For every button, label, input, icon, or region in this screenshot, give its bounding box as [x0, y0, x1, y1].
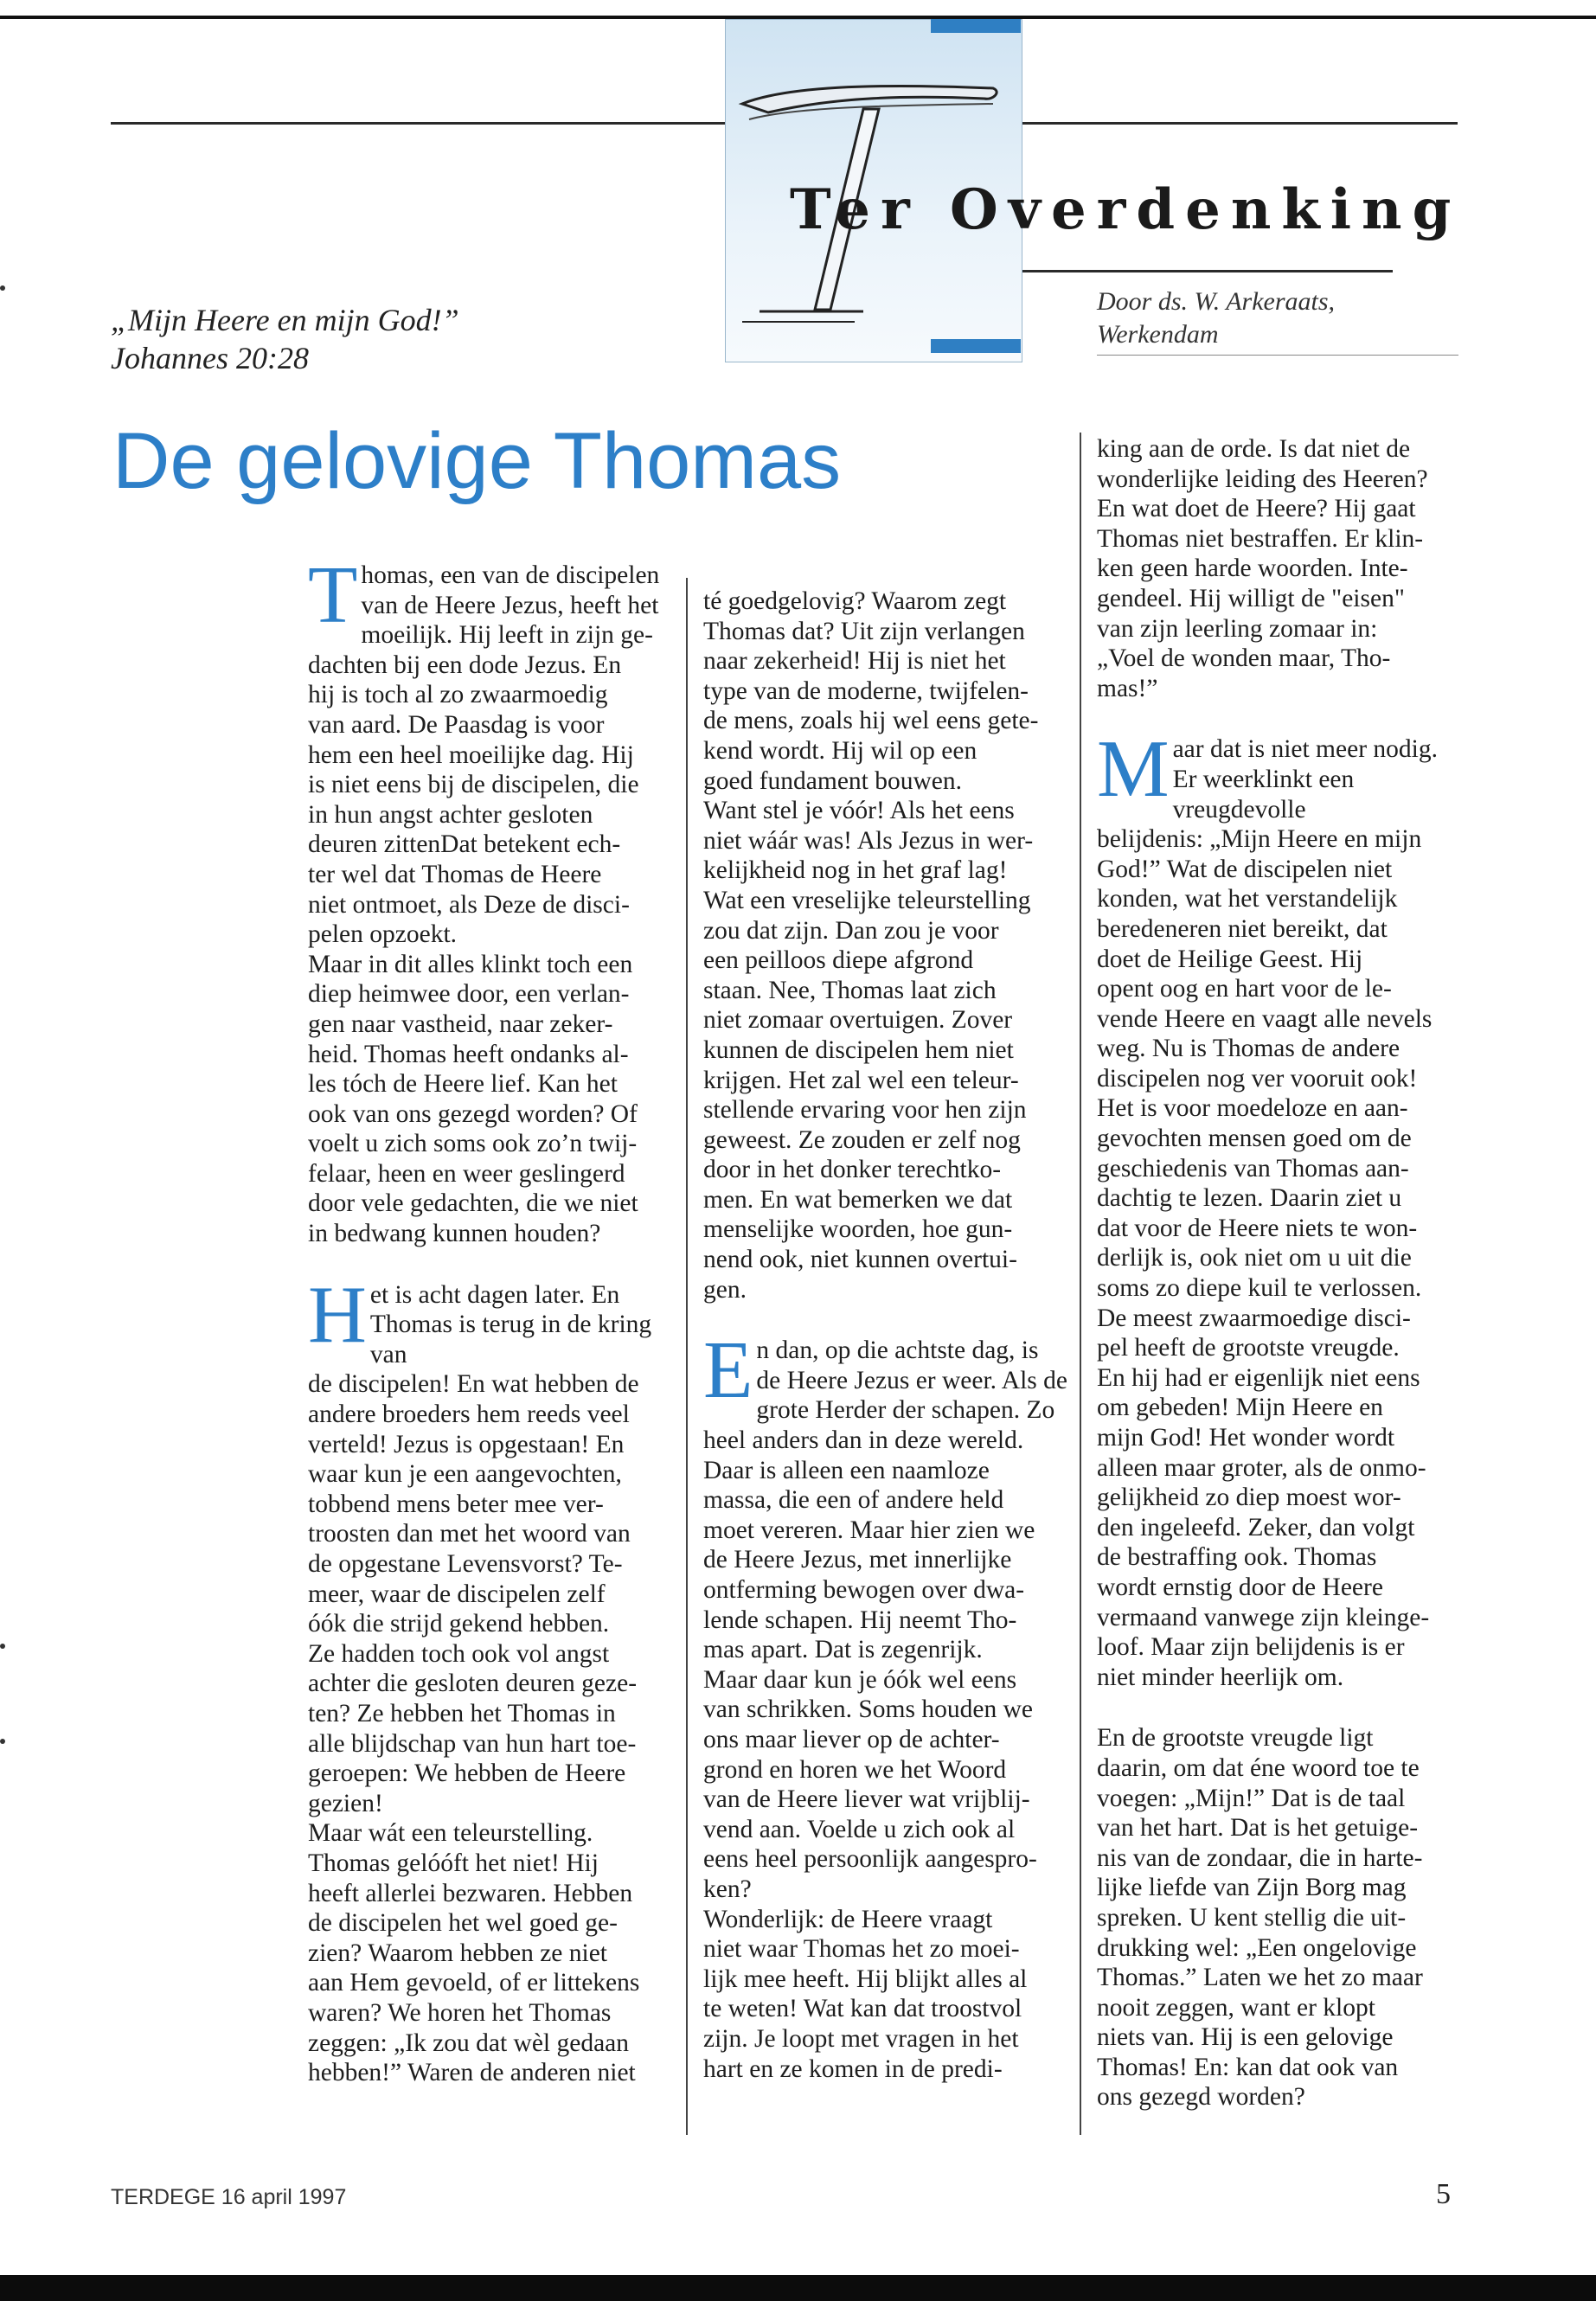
- masthead-title: Ter Overdenking: [790, 177, 1462, 242]
- byline-author: Door ds. W. Arkeraats,: [1097, 287, 1336, 316]
- drop-cap: M: [1097, 724, 1170, 815]
- paragraph-text: n dan, op die achtste dag, is de Heere Jezus er weer. Als de grote Herder der schapen. Zo heel anders dan in deze wereld. Daar is alleen een naamloze massa, die een of andere held moet vereren. Maar hier zien we de Heere Jezus, met innerlijke ontferming bewogen over dwa- lende schapen. Hij neemt Tho- mas apart. Dat is zegenrijk. Maar daar kun je óók wel eens van schrikken. Soms houden we ons maar liever op de achter- grond en horen we het Woord van de Heere liever wat vrijblij- vend aan. Voelde u zich ook al eens heel persoonlijk aangespro- ken? Wonderlijk: de Heere vraagt niet waar Thomas het zo moei- lijk mee heeft. Hij blijkt alles al te weten! Wat kan dat troostvol zijn. Je loopt met vragen in het hart en ze komen in de predi-: [703, 1336, 1067, 2083]
- epigraph-reference: Johannes 20:28: [111, 341, 309, 375]
- article-title: De gelovige Thomas: [112, 417, 842, 505]
- epigraph: [111, 301, 543, 377]
- page-number: 5: [1436, 2178, 1451, 2210]
- byline-rule: [1097, 355, 1458, 356]
- paragraph-text: aar dat is niet meer nodig. Er weerklinkt een vreugdevolle belijdenis: „Mijn Heere en mijn God!” Wat de discipelen niet konden, wat het verstandelijk beredeneren niet bereikt, dat doet de Heilige Geest. Hij opent oog en hart voor de le- vende Heere en vaagt alle nevels weg. Nu is Thomas de andere discipelen nog ver vooruit ook! Het is voor moedeloze en aan- gevochten mensen goed om de geschiedenis van Thomas aan- dachtig te lezen. Daarin ziet u dat voor de Heere niets te won- derlijk is, ook niet om u uit die soms zo diepe kuil te verlossen. De meest zwaarmoedige disci- pel heeft de grootste vreugde. En hij had er eigenlijk niet eens om gebeden! Mijn Heere en mijn God! Het wonder wordt alleen maar groter, als de onmo- gelijkheid zo diep moest wor- den ingeleefd. Zeker, dan volgt de bestraffing ook. Thomas wordt ernstig door de Heere vermaand vanwege zijn kleinge- loof. Maar zijn belijdenis is er niet minder heerlijk om.: [1097, 735, 1438, 1691]
- article-column-1: [308, 550, 680, 2088]
- paragraph-text: et is acht dagen later. En Thomas is terug in de kring van de discipelen! En wat hebben de andere broeders hem reeds veel verteld! Jezus is opgestaan! En waar kun je een aangevochten, tobbend mens beter mee ver- troosten dan met het woord van de opgestane Levensvorst? Te- meer, waar de discipelen zelf óók die strijd gekend hebben. Ze hadden toch ook vol angst achter die gesloten deuren geze- ten? Ze hebben het Thomas in alle blijdschap van hun hart toe- geroepen: We hebben de Heere gezien! Maar wát een teleurstelling. Thomas gelóóft het niet! Hij heeft allerlei bezwaren. Hebben de discipelen het wel goed ge- zien? Waarom hebben ze niet aan Hem gevoeld, of er littekens waren? We horen het Thomas zeggen: „Ik zou dat wèl gedaan hebben!” Waren de anderen niet: [308, 1280, 652, 2087]
- logo-accent-top: [931, 19, 1021, 33]
- epigraph-quote: „Mijn Heere en mijn God!”: [111, 303, 459, 337]
- paragraph: [703, 1325, 1075, 2084]
- paragraph: [703, 586, 1075, 1304]
- scan-edge-mark: [0, 1644, 5, 1649]
- footer-publication: TERDEGE 16 april 1997: [111, 2185, 347, 2209]
- header-rule-left: [111, 122, 727, 125]
- paragraph-text: té goedgelovig? Waarom zegt Thomas dat? Uit zijn verlangen naar zekerheid! Hij is niet het type van de moderne, twijfelen- de mens, zoals hij wel eens gete- kend wordt. Hij wil op een goed fundament bouwen. Want stel je vóór! Als het eens niet wáár was! Als Jezus in wer- kelijkheid nog in het graf lag! Wat een vreselijke teleurstelling zou dat zijn. Dan zou je voor een peilloos diepe afgrond staan. Nee, Thomas laat zich niet zomaar overtuigen. Zover kunnen de discipelen hem niet krijgen. Het zal wel een teleur- stellende ervaring voor hen zijn geweest. Ze zouden er zelf nog door in het donker terechtko- men. En wat bemerken we dat menselijke woorden, hoe gun- nend ook, niet kunnen overtui- gen.: [703, 587, 1039, 1304]
- paragraph: [308, 550, 680, 1249]
- drop-cap: H: [308, 1269, 367, 1360]
- drop-cap: T: [308, 550, 358, 640]
- paragraph: [1097, 434, 1469, 703]
- column-rule-2: [1080, 433, 1081, 2135]
- scan-edge-mark: [0, 285, 5, 291]
- article-column-2: [703, 586, 1075, 2084]
- article-column-3: [1097, 434, 1469, 2112]
- byline-place: Werkendam: [1097, 320, 1219, 349]
- logo-accent-bottom: [931, 339, 1021, 353]
- scan-edge-mark: [0, 1739, 5, 1744]
- paragraph-text: homas, een van de discipelen van de Heere Jezus, heeft het moeilijk. Hij leeft in zijn ge- dachten bij een dode Jezus. En hij is toch al zo zwaarmoedig van aard. De Paasdag is voor hem een heel moeilijke dag. Hij is niet eens bij de discipelen, die in hun angst achter gesloten deuren zittenDat betekent ech- ter wel dat Thomas de Heere niet ontmoet, als Deze de disci- pelen opzoekt. Maar in dit alles klinkt toch een diep heimwee door, een verlan- gen naar vastheid, naar zeker- heid. Thomas heeft ondanks al- les tóch de Heere lief. Kan het ook van ons gezegd worden? Of voelt u zich soms ook zo’n twij- felaar, heen en weer geslingerd door vele gedachten, die we niet in bedwang kunnen houden?: [308, 561, 660, 1248]
- bottom-border: [0, 2275, 1596, 2301]
- paragraph: [308, 1269, 680, 2088]
- paragraph: [1097, 1723, 1469, 2112]
- column-rule-1: [686, 578, 688, 2135]
- top-border: [0, 0, 1596, 19]
- byline: [1097, 285, 1460, 351]
- paragraph-text: En de grootste vreugde ligt daarin, om dat éne woord toe te voegen: „Mijn!” Dat is de taal van het hart. Dat is het getuige- nis van de zondaar, die in harte- lijke liefde van Zijn Borg mag spreken. U kent stellig die uit- drukking wel: „Een ongelovige Thomas.” Laten we het zo maar nooit zeggen, want er klopt niets van. Hij is een gelovige Thomas! En: kan dat ook van ons gezegd worden?: [1097, 1724, 1423, 2112]
- header-rule-right: [1021, 122, 1458, 125]
- drop-cap: E: [703, 1325, 753, 1416]
- paragraph: [1097, 724, 1469, 1692]
- paragraph-text: king aan de orde. Is dat niet de wonderlijke leiding des Heeren? En wat doet de Heere? Hij gaat Thomas niet bestraffen. Er klin- ken geen harde woorden. Inte- gendeel. Hij willigt de "eisen" van zijn leerling zomaar in: „Voel de wonden maar, Tho- mas!”: [1097, 435, 1428, 702]
